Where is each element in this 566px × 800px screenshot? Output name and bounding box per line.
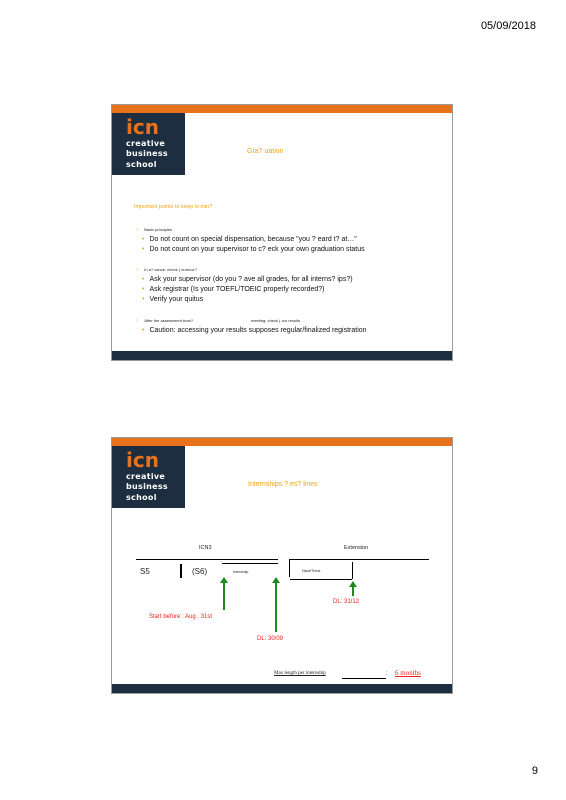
timeline-tick-end — [352, 562, 353, 579]
max-length-underline — [342, 678, 386, 679]
bullet-item: • Ask your supervisor (do you ? ave all grades, for all interns? ips?) — [142, 276, 353, 283]
logo-icn-text: icn — [126, 115, 159, 139]
section-marker: ? — [136, 267, 139, 272]
section-heading-text: In a? vance: check ( ourecor? — [144, 267, 197, 272]
timeline-tick-extension — [289, 559, 290, 577]
page-number: 9 — [531, 765, 538, 777]
section-marker: ? — [136, 227, 139, 232]
section-heading-text: After the assessment boar? — [144, 318, 194, 323]
extension-internship-label: Hand/Trend — [302, 569, 321, 573]
logo-line-school: school — [126, 493, 157, 502]
logo-line-business: business — [126, 482, 168, 491]
section-heading-after-2: meeting: check ( our results — [251, 318, 301, 323]
timeline-line-extension — [289, 559, 429, 560]
logo-line-school: school — [126, 160, 157, 169]
deadline-3112: DL: 31/12 — [333, 599, 360, 605]
timeline-line-icn3 — [136, 559, 278, 560]
section-heading-after — [136, 318, 193, 323]
icn3-label: ICN3 — [199, 545, 212, 551]
bullet-item: • Caution: accessing your results supposes regular/finalized registration — [142, 327, 367, 334]
arrow-dl3009-shaft — [275, 583, 277, 632]
max-length-value: 6 months — [395, 669, 421, 677]
logo-line-creative: creative — [126, 139, 166, 148]
icn-logo — [112, 113, 185, 175]
bullet-item: • Do not count on special dispensation, because "you ? eard t? at…" — [142, 236, 357, 243]
slide-bottom-bar — [112, 351, 452, 360]
max-length-colon: : — [386, 671, 388, 677]
slide-top-bar — [112, 105, 452, 113]
logo-icn-text: icn — [126, 448, 159, 472]
section-heading-basic — [136, 227, 172, 232]
timeline-line-extension-bottom — [290, 579, 352, 580]
arrow-start-shaft — [223, 583, 225, 610]
timeline-line-internship — [222, 563, 278, 564]
bullet-item: • Ask registrar (Is your TOEFL/TOEIC properly recorded?) — [142, 286, 325, 293]
bullet-item: • Verify your quitus — [142, 296, 204, 303]
section-marker: ? — [136, 318, 139, 323]
slide-top-bar — [112, 438, 452, 446]
bullet-item: • Do not count on your supervisor to c? eck your own graduation status — [142, 246, 365, 253]
logo-line-creative: creative — [126, 472, 166, 481]
slide-internships — [111, 437, 453, 694]
icn-logo — [112, 446, 185, 508]
slide-title: Gra? uation — [247, 148, 284, 155]
arrow-dl3112-shaft — [352, 587, 354, 596]
s5-label: S5 — [140, 567, 150, 576]
section-heading-advance — [136, 267, 197, 272]
slide-subtitle: Important points to keep in min? — [134, 204, 213, 210]
slide-bottom-bar — [112, 684, 452, 693]
max-length-label: Max length per internship — [274, 671, 326, 676]
logo-line-business: business — [126, 149, 168, 158]
slide-graduation — [111, 104, 453, 361]
internship-label: Internship — [233, 570, 249, 574]
extension-label: Extension — [344, 545, 369, 551]
start-before-note: Start before : Aug . 31st — [149, 614, 213, 620]
section-heading-text: Basic principles — [144, 227, 173, 232]
deadline-3009: DL: 30/09 — [257, 636, 284, 642]
page-date: 05/09/2018 — [480, 20, 536, 32]
timeline-separator — [180, 564, 182, 578]
slide-title: Internships ? es? lines — [248, 481, 318, 488]
s6-label: (S6) — [192, 567, 208, 576]
